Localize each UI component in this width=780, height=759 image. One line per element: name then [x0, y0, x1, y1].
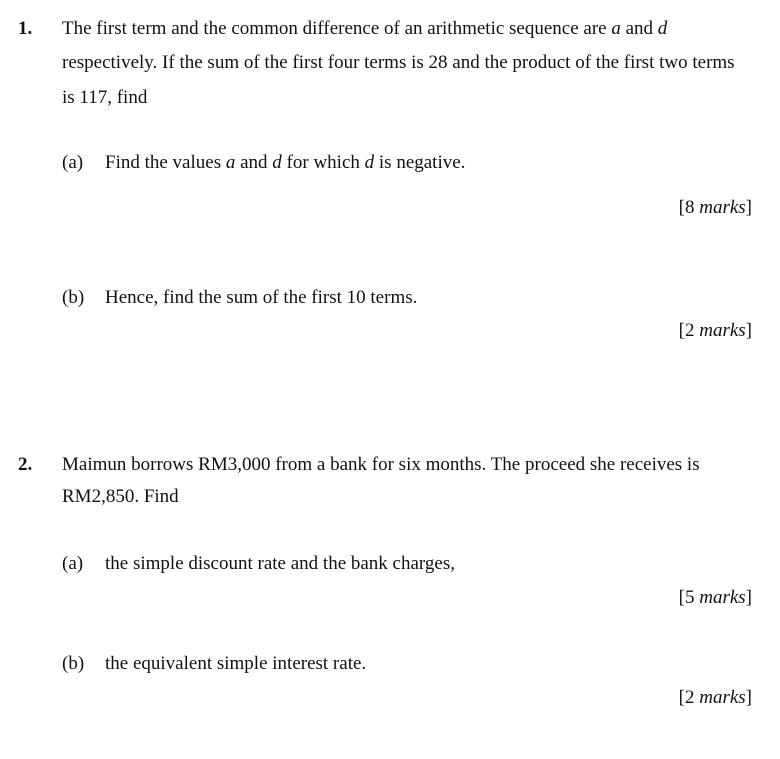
question-2b-marks: [2 marks]: [678, 687, 752, 708]
question-1b-text: Hence, find the sum of the first 10 terms.: [105, 287, 418, 308]
question-1a-marks: [8 marks]: [678, 197, 752, 218]
question-2b-text: the equivalent simple interest rate.: [105, 653, 367, 674]
question-2-line-1: Maimun borrows RM3,000 from a bank for six months. The proceed she receives is: [62, 454, 700, 475]
question-1-line-2: respectively. If the sum of the first four terms is 28 and the product of the first two terms: [62, 52, 735, 73]
question-2-line-2: RM2,850. Find: [62, 486, 179, 507]
question-2-number: 2.: [18, 454, 33, 475]
question-2a-text: the simple discount rate and the bank charges,: [105, 553, 455, 574]
question-1a-label: (a): [62, 152, 84, 173]
question-1-line-1: The first term and the common difference of an arithmetic sequence are a and d: [62, 18, 668, 39]
question-1a-text: Find the values a and d for which d is negative.: [105, 152, 466, 173]
question-1b-label: (b): [62, 287, 85, 308]
question-2b-label: (b): [62, 653, 85, 674]
question-1-line-3: is 117, find: [62, 87, 148, 108]
question-1b-marks: [2 marks]: [678, 320, 752, 341]
question-2a-marks: [5 marks]: [678, 587, 752, 608]
question-2a-label: (a): [62, 553, 84, 574]
question-1-number: 1.: [18, 18, 33, 39]
